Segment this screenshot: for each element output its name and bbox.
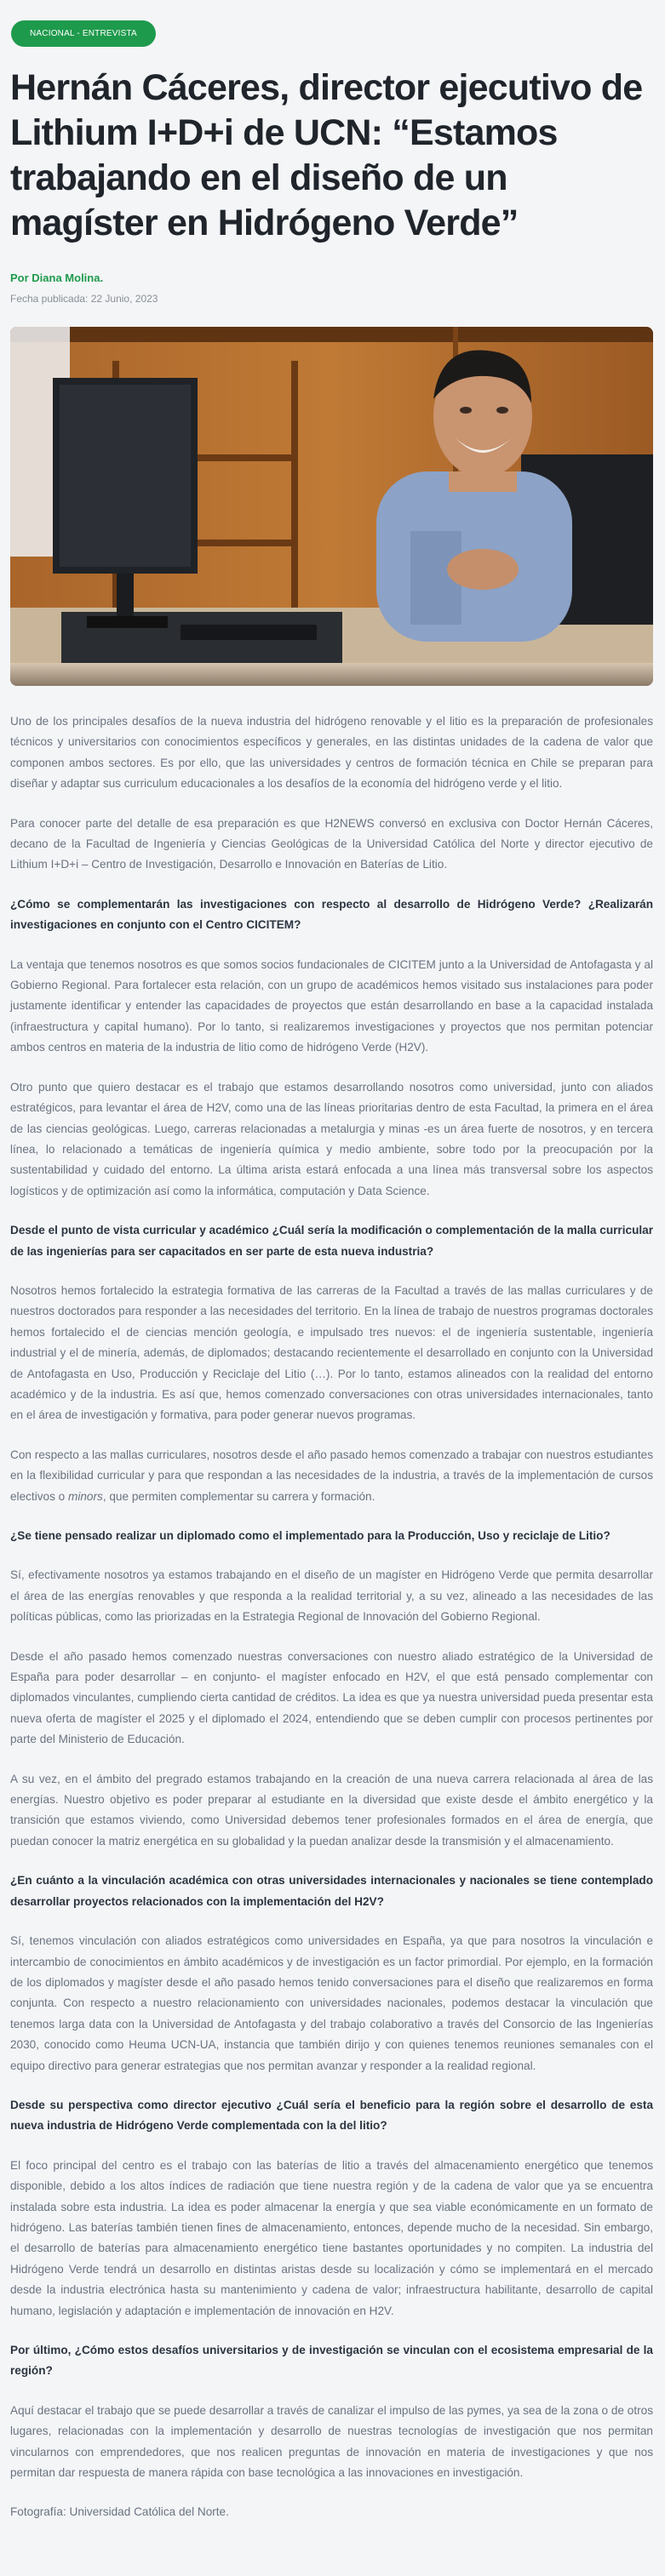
publish-date: Fecha publicada: 22 Junio, 2023 bbox=[10, 293, 158, 305]
article-paragraph: El foco principal del centro es el trabajo con las baterías de litio a través del almacenamiento energético que tenemos disponible, debido a los altos índices de radiación que tiene nuestra región y de la cadena de valor que ya se encuentra instalada sobre esta industria. La idea es poder almacenar la energía y que sea viable económicamente en un formato de hidrógeno. Las baterías también tienen fines de almacenamiento, entonces, depende mucho de la necesidad. Sin embargo, el desarrollo de baterías para almacenamiento energético tiene bastantes oportunidades y no compiten. La industria del Hidrógeno Verde tendrá un desarrollo en distintas aristas desde su localización y cómo se implementará en el mercado desde la industria electrónica hasta su mantenimiento y cadena de valor; infraestructura habilitante, desarrollo de capital humano, legislación y adaptación e implementación de innovación en H2V. bbox=[10, 2158, 653, 2317]
article-paragraph: Desde el año pasado hemos comenzado nuestras conversaciones con nuestro aliado estratégico de la Universidad de España para poder desarrollar – en conjunto- el magíster enfocado en H2V, el que está pensado complementar con diplomados vinculantes, cumpliendo cierta cantidad de créditos. La idea es que ya nuestra universidad pueda presentar esta nueva oferta de magíster el 2025 y el diplomado el 2024, entendiendo que se deben cumplir con procesos pertinentes por parte del Ministerio de Educación. bbox=[10, 1649, 653, 1746]
emphasis-text: minors bbox=[68, 1489, 103, 1503]
interview-question: ¿Cómo se complementarán las investigaciones con respecto al desarrollo de Hidrógeno Verde? ¿Realizarán investigaciones en conjunto con el Centro CICITEM? bbox=[10, 897, 653, 932]
article-paragraph bbox=[10, 1445, 653, 1507]
article-paragraph: Uno de los principales desafíos de la nueva industria del hidrógeno renovable y el litio es la preparación de profesionales técnicos y universitarios con conocimientos específicos y generales, en las distintas unidades de la cadena de valor que componen ambos sectores. Es por ello, que las universidades y centros de formación técnica en Chile se preparan para diseñar y adaptar sus curriculum educacionales a los desafíos de la economía del hidrógeno verde y el litio. bbox=[10, 715, 653, 791]
article-paragraph: Fotografía: Universidad Católica del Norte. bbox=[10, 2505, 229, 2519]
article-paragraph: Para conocer parte del detalle de esa preparación es que H2NEWS conversó en exclusiva con Doctor Hernán Cáceres, decano de la Facultad de Ingeniería y Ciencias Geológicas de la Universidad Católica del Norte y director ejecutivo de Lithium I+D+i – Centro de Investigación, Desarrollo e Innovación en Baterías de Litio. bbox=[10, 816, 653, 871]
article-paragraph: La ventaja que tenemos nosotros es que somos socios fundacionales de CICITEM junto a la Universidad de Antofagasta y al Gobierno Regional. Para fortalecer esta relación, con un grupo de académicos hemos visitado sus instalaciones para poder justamente identificar y entender las capacidades de proyectos que están desarrollando en base a la capacidad instalada (infraestructura y capital humano). Por lo tanto, si realizaremos investigaciones y proyectos que nos permitan potenciar ambos centros en materia de la industria de litio como de hidrógeno Verde (H2V). bbox=[10, 957, 653, 1054]
interview-question: ¿Se tiene pensado realizar un diplomado como el implementado para la Producción, Uso y reciclaje de Litio? bbox=[10, 1529, 611, 1542]
interview-question: Por último, ¿Cómo estos desafíos universitarios y de investigación se vinculan con el ecosistema empresarial de la región? bbox=[10, 2344, 653, 2378]
paragraph-text: , que permiten complementar su carrera y formación. bbox=[102, 1489, 375, 1503]
article-paragraph: Aquí destacar el trabajo que se puede desarrollar a través de canalizar el impulso de las pymes, ya sea de la zona o de otros lugares, relacionadas con la implementación y desarrollo de nuestras tecnologías de investigación que nos permitan vincularnos con emprendedores, que nos realicen preguntas de innovación en materia de investigaciones y que nos permitan dar respuesta de manera rápida con base tecnológica a las innovaciones en investigación. bbox=[10, 2403, 653, 2480]
paragraph-text: Con respecto a las mallas curriculares, nosotros desde el año pasado hemos comenzado a trabajar con nuestros estudiantes en la flexibilidad curricular y para que respondan a las necesidades de la industria, a través de la implementación de cursos electivos o bbox=[10, 1448, 653, 1503]
interview-photo-illustration bbox=[10, 327, 653, 686]
author-byline[interactable]: Por Diana Molina. bbox=[10, 271, 104, 284]
interview-question: Desde su perspectiva como director ejecutivo ¿Cuál sería el beneficio para la región sobre el desarrollo de esta nueva industria de Hidrógeno Verde complementada con la del litio? bbox=[10, 2098, 653, 2133]
article-body bbox=[10, 711, 653, 2523]
interview-question: Desde el punto de vista curricular y académico ¿Cuál sería la modificación o complementación de la malla curricular de las ingenierías para ser capacitados en ser parte de esta nueva industria? bbox=[10, 1224, 653, 1258]
article-paragraph: Nosotros hemos fortalecido la estrategia formativa de las carreras de la Facultad a través de las mallas curriculares y de nuestros doctorados para responder a las necesidades del territorio. En la línea de trabajo de nuestros programas doctorales hemos fortalecido el de ciencias mención geología, e impulsado tres nuevos: el de ingeniería sustentable, ingeniería industrial y el de minería, además, de diplomados; destacando recientemente el desarrollado en conjunto con la Universidad de Antofagasta en Uso, Producción y Reciclaje del Litio (…). Por lo tanto, estamos alineados con la realidad del entorno académico y de la industria. Es así que, hemos comenzado conversaciones con otras universidades internacionales, tanto en el área de investigación y formativa, para poder generar nuevos programas. bbox=[10, 1283, 653, 1422]
article-paragraph: A su vez, en el ámbito del pregrado estamos trabajando en la creación de una nueva carrera relacionada al área de las energías. Nuestro objetivo es poder preparar al estudiante en la diversidad que existe desde el ámbito energético y la transición que estamos viviendo, como Universidad debemos tener profesionales formados en el área de energía, que puedan conocer la matriz energética en su globalidad y la puedan analizar desde la transmisión y el almacenamiento. bbox=[10, 1772, 653, 1848]
article-paragraph: Sí, tenemos vinculación con aliados estratégicos como universidades en España, ya que para nosotros la vinculación e intercambio de conocimientos en ámbito académicos y de investigación es un factor primordial. Por ejemplo, en la formación de los diplomados y magíster desde el año pasado hemos tenido conversaciones para el diseño que realizaremos en forma conjunta. Con respecto a nuestro relacionamiento con universidades nacionales, podemos destacar la vinculación que tenemos larga data con la Universidad de Antofagasta y del trabajo colaborativo a través del Consorcio de las Ingenierías 2030, conocido como Heuma UCN-UA, instancia que también dirijo y con quienes tenemos reuniones semanales con el equipo directivo para generar estrategias que nos permitan avanzar y responder a la realidad regional. bbox=[10, 1934, 653, 2072]
article-title: Hernán Cáceres, director ejecutivo de Lithium I+D+i de UCN: “Estamos trabajando en el diseño de un magíster en Hidrógeno Verde” bbox=[10, 67, 643, 243]
article-paragraph: Otro punto que quiero destacar es el trabajo que estamos desarrollando nosotros como universidad, junto con aliados estratégicos, para levantar el área de H2V, como una de las líneas prioritarias dentro de esta Facultad, la primera en el área de las ciencias geológicas. Luego, carreras relacionadas a metalurgia y minas -es un área fuerte de nosotros, y en tercera línea, lo relacionado a temáticas de ingeniería química y medio ambiente, sobre todo por la preocupación por la sustentabilidad y cuidado del entorno. La última arista estará enfocada a una línea más transversal sobre los aspectos logísticos y de optimización así como la informática, computación y Data Science. bbox=[10, 1080, 653, 1197]
category-badge[interactable]: NACIONAL - ENTREVISTA bbox=[11, 20, 156, 47]
article-paragraph: Sí, efectivamente nosotros ya estamos trabajando en el diseño de un magíster en Hidrógeno Verde que permita desarrollar el área de las energías renovables y que responda a la realidad territorial y, a su vez, alineado a las necesidades de las políticas públicas, como las priorizadas en la Estrategia Regional de Innovación del Gobierno Regional. bbox=[10, 1568, 653, 1624]
article-photo bbox=[10, 327, 653, 686]
interview-question: ¿En cuánto a la vinculación académica con otras universidades internacionales y nacionales se tiene contemplado desarrollar proyectos relacionados con la implementación del H2V? bbox=[10, 1874, 653, 1908]
